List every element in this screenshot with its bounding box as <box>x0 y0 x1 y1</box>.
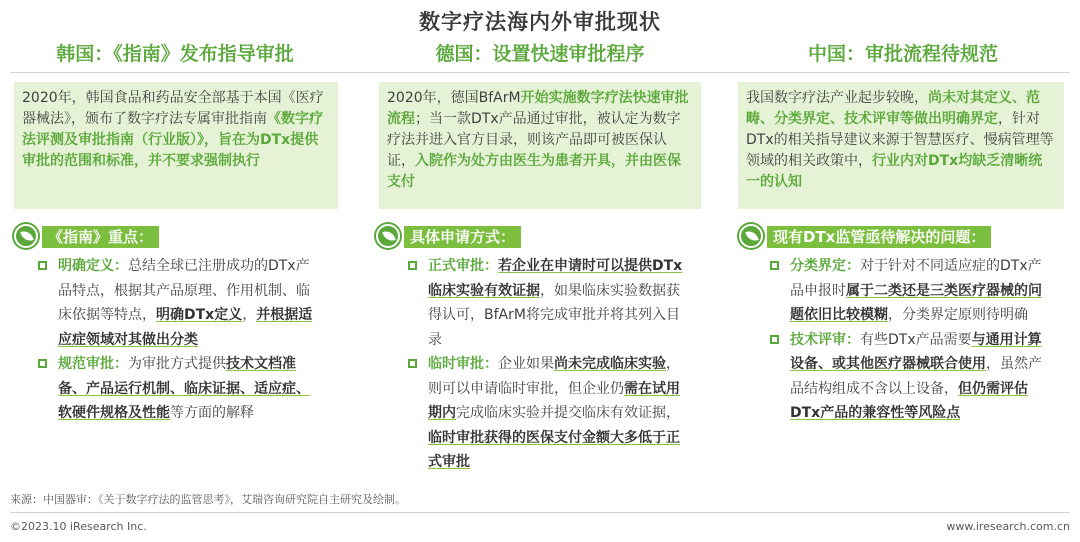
emphasis-text: 并根据适应症领域对其做出分类 <box>58 307 313 348</box>
item-title: 明确定义： <box>58 258 128 274</box>
text-run: 我国数字疗法产业起步较晚， <box>746 90 928 106</box>
bullet-list-germany <box>408 254 684 475</box>
text-run: ；当一款DTx产品通过审批，被认定为数字疗法并进入官方目录，则该产品即可被医保认证， <box>387 111 681 169</box>
column-china <box>738 40 1068 68</box>
emphasis-text: 属于二类还是三类医疗器械的问题依旧比较模糊 <box>790 282 1042 323</box>
text-run: 等方面的解释 <box>170 405 254 421</box>
list-item <box>38 254 318 352</box>
square-bullet-icon <box>38 359 47 368</box>
item-title: 技术评审： <box>790 331 860 348</box>
text-run: ，分类界定原则待明确 <box>888 307 1028 323</box>
summary-box-germany <box>379 82 701 209</box>
emphasis-text: 入院作为处方由医生为患者开具，并由医保支付 <box>387 153 681 190</box>
emphasis-text: 若企业在申请时可以提供DTx临床实验有效证据 <box>428 258 683 299</box>
emphasis-text: 但仍需评估DTx产品的兼容性等风险点 <box>790 380 1028 421</box>
section-label: 具体申请方式： <box>404 226 521 248</box>
emphasis-text: 需在试用期内 <box>428 380 680 421</box>
website-url: www.iresearch.com.cn <box>946 520 1070 533</box>
source-note: 来源：中国器审：《关于数字疗法的监管思考》，艾瑞咨询研究院自主研究及绘制。 <box>10 493 406 506</box>
emphasis-text: 与通用计算设备、或其他医疗器械联合使用 <box>790 331 1042 372</box>
page-title: 数字疗法海内外审批现状 <box>419 10 661 34</box>
text-run: 完成临床实验并提交临床有效证据， <box>456 405 680 421</box>
emphasis-text: 尚未对其定义、范畴、分类界定、技术评审等做出明确界定 <box>746 90 1040 127</box>
column-germany <box>375 40 705 68</box>
square-bullet-icon <box>770 335 779 344</box>
emphasis-text: 临时审批获得的医保支付金额大多低于正式审批 <box>428 429 680 470</box>
footer-divider <box>10 512 1070 513</box>
emphasis-text: 开始实施数字疗法快速审批流程 <box>387 90 689 127</box>
item-title: 分类界定： <box>790 258 860 274</box>
column-heading: 德国：设置快速审批程序 <box>435 43 645 65</box>
text-run: ，针对DTx的相关指导建议来源于智慧医疗、慢病管理等领域的相关政策中， <box>746 111 1054 169</box>
emphasis-text: 行业内对DTx均缺乏清晰统一的认知 <box>746 153 1043 190</box>
text-run: 2020年，德国BfArM <box>387 90 521 106</box>
square-bullet-icon <box>38 261 47 270</box>
text-run: 对于针对不同适应症的DTx产品申报时 <box>790 258 1042 299</box>
text-run: ， <box>242 307 257 323</box>
copyright: ©2023.10 iResearch Inc. <box>10 520 147 533</box>
list-item <box>408 254 684 352</box>
bullet-list-korea <box>38 254 318 426</box>
column-heading: 中国：审批流程待规范 <box>807 43 998 65</box>
bullet-list-china <box>770 254 1046 426</box>
text-run: 有些DTx产品需要 <box>860 331 972 348</box>
leaf-icon <box>14 224 38 248</box>
text-run: 总结全球已注册成功的DTx产品特点，根据其产品原理、作用机制、临床依据等特点， <box>58 258 310 323</box>
list-item <box>770 254 1046 328</box>
leaf-icon <box>739 224 763 248</box>
square-bullet-icon <box>408 261 417 270</box>
section-label: 现有DTx监管亟待解决的问题： <box>767 226 991 248</box>
header-divider <box>10 72 1070 73</box>
text-run: ，虽然产品结构组成不含以上设备， <box>790 356 1042 397</box>
text-run: 企业如果 <box>498 356 554 372</box>
square-bullet-icon <box>408 359 417 368</box>
item-title: 临时审批： <box>428 356 498 372</box>
emphasis-text: 《数字疗法评测及审批指南（行业版）》，旨在为DTx提供审批的范围和标准，并不要求强制执行 <box>22 111 323 169</box>
emphasis-text: 明确DTx定义 <box>156 307 243 323</box>
list-item <box>38 352 318 426</box>
section-label: 《指南》重点： <box>42 226 159 248</box>
summary-box-china <box>738 82 1064 209</box>
text-run: ，如果临床实验数据获得认可，BfArM将完成审批并将其列入目录 <box>428 282 680 348</box>
text-run: ，则可以申请临时审批，但企业仍 <box>428 356 680 397</box>
column-heading: 韩国：《指南》发布指导审批 <box>56 43 294 65</box>
leaf-icon <box>376 224 400 248</box>
list-item <box>408 352 684 475</box>
list-item <box>770 328 1046 426</box>
column-korea <box>10 40 340 68</box>
emphasis-text: 尚未完成临床实验 <box>554 356 666 372</box>
item-title: 正式审批： <box>428 258 498 274</box>
emphasis-text: 技术文档准备、产品运行机制、临床证据、适应症、软硬件规格及性能 <box>58 356 310 421</box>
square-bullet-icon <box>770 261 779 270</box>
summary-box-korea <box>14 82 338 209</box>
item-title: 规范审批： <box>58 356 128 372</box>
text-run: 2020年，韩国食品和药品安全部基于本国《医疗器械法》，颁布了数字疗法专属审批指南 <box>22 90 324 127</box>
text-run: 为审批方式提供 <box>128 356 226 372</box>
